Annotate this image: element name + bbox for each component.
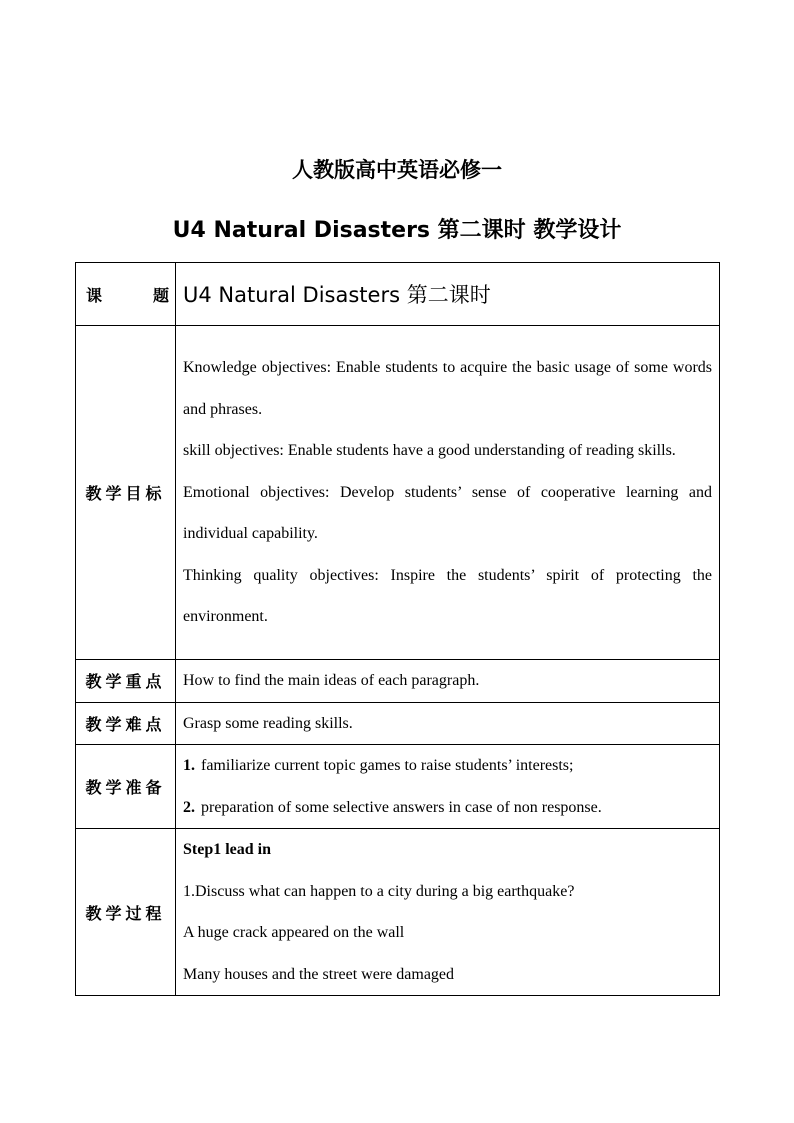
- difficult-points-label: 教学难点: [76, 702, 176, 745]
- preparation-item-number: 1.: [183, 757, 195, 774]
- objective-knowledge: Knowledge objectives: Enable students to acquire the basic usage of some words and phrases.: [183, 359, 712, 418]
- process-label: 教学过程: [76, 829, 176, 996]
- document-subtitle: U4 Natural Disasters 第二课时 教学设计: [172, 218, 622, 243]
- key-points-row: [76, 660, 720, 703]
- preparation-item: [183, 787, 712, 829]
- objective-thinking: Thinking quality objectives: Inspire the students’ spirit of protecting the environment.: [183, 566, 712, 626]
- process-line: A huge crack appeared on the wall: [183, 924, 405, 941]
- objective-emotional: Emotional objectives: Develop students’ sense of cooperative learning and individual capability.: [183, 483, 712, 543]
- process-content: [176, 829, 720, 996]
- preparation-item-text: familiarize current topic games to raise students’ interests;: [201, 757, 574, 774]
- difficult-points-value: Grasp some reading skills.: [176, 702, 720, 745]
- process-step-title: Step1 lead in: [183, 841, 272, 858]
- document-title: 人教版高中英语必修一: [292, 158, 502, 182]
- difficult-points-row: [76, 702, 720, 745]
- process-line: 1.Discuss what can happen to a city during a big earthquake?: [183, 882, 575, 900]
- preparation-item-number: 2.: [183, 798, 195, 816]
- objectives-label: 教学目标: [76, 326, 176, 660]
- process-line: Many houses and the street were damaged: [183, 965, 455, 983]
- objectives-content: [176, 326, 720, 660]
- preparation-row: [76, 745, 720, 829]
- key-points-value: How to find the main ideas of each paragraph.: [176, 660, 720, 703]
- preparation-label: 教学准备: [76, 745, 176, 829]
- preparation-item-text: preparation of some selective answers in case of non response.: [201, 798, 602, 816]
- lesson-plan-table: [75, 262, 720, 996]
- key-points-label: 教学重点: [76, 660, 176, 703]
- topic-row: [76, 263, 720, 326]
- objective-skill: skill objectives: Enable students have a good understanding of reading skills.: [183, 442, 676, 460]
- process-row: [76, 829, 720, 996]
- topic-label-text: 课 题: [86, 285, 169, 305]
- objectives-row: [76, 326, 720, 660]
- preparation-content: [176, 745, 720, 829]
- topic-label: [76, 263, 176, 326]
- preparation-item: [183, 745, 712, 787]
- topic-value: U4 Natural Disasters 第二课时: [176, 263, 720, 326]
